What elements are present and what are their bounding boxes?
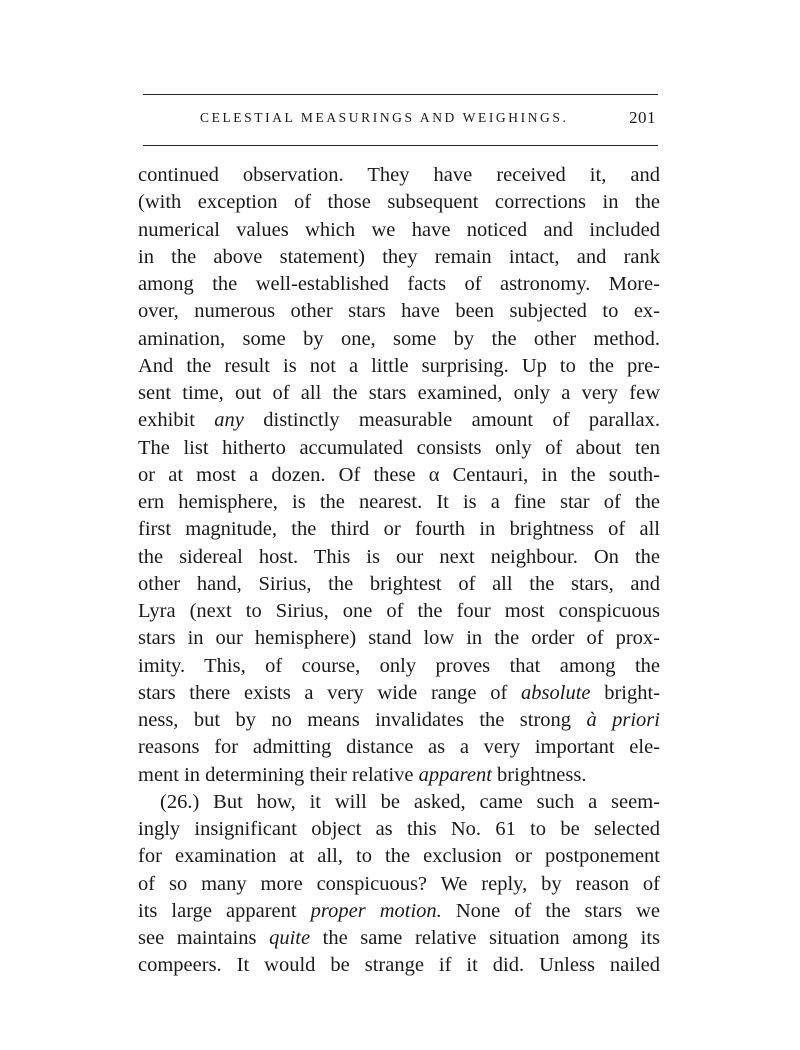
text-line: Lyra (next to Sirius, one of the four most conspicuous [138,600,660,622]
text-segment: brightness. [491,763,587,786]
text-segment: distinctly measurable amount of parallax. [243,409,661,432]
italic-emphasis: any [214,409,244,432]
running-title: CELESTIAL MEASURINGS AND WEIGHINGS. [200,110,569,125]
text-segment: bright- [590,681,661,704]
text-segment: stars there exists a very wide range of [138,681,522,704]
text-segment: see maintains [138,927,270,949]
text-line: among the well-established facts of astronomy. More- [138,273,660,295]
text-line [138,707,660,734]
text-line [138,898,660,925]
text-line: for examination at all, to the exclusion or postponement [138,845,660,868]
text-line: ern hemisphere, is the nearest. It is a fine star of the [138,491,660,513]
running-head [143,108,658,132]
italic-emphasis: quite [269,927,311,949]
body-text [138,162,660,980]
text-line: (26.) But how, it will be asked, came such a seem- [160,790,660,813]
text-line: first magnitude, the third or fourth in brightness of all [138,518,660,541]
header-bottom-rule [143,145,658,146]
text-line: imity. This, of course, only proves that among the [138,654,660,677]
italic-emphasis: apparent [418,763,492,786]
text-line: stars in our hemisphere) stand low in the order of prox- [138,627,660,650]
text-line: of so many more conspicuous? We reply, by reason of [138,872,660,895]
text-segment: ment in determining their relative [138,763,419,786]
text-line: or at most a dozen. Of these α Centauri, in the south- [138,463,660,486]
text-line: The list hitherto accumulated consists only of about ten [138,436,660,459]
text-line: amination, some by one, some by the other method. [138,327,660,350]
text-segment: the same relative situation among its [310,927,660,949]
text-segment: exhibit [138,409,215,432]
page-number: 201 [629,108,656,127]
text-segment: ness, but by no means invalidates the strong [138,709,587,731]
text-line [138,925,660,952]
text-line: the sidereal host. This is our next neighbour. On the [138,545,660,568]
text-line: numerical values which we have noticed and included [138,218,660,241]
text-line: other hand, Sirius, the brightest of all the stars, and [138,572,660,595]
text-line [138,762,660,789]
text-segment: None of the stars we [441,899,660,922]
header-top-rule [143,94,658,95]
text-line: over, numerous other stars have been subjected to ex- [138,300,660,323]
italic-emphasis: proper motion. [310,899,442,922]
text-line: And the result is not a little surprising. Up to the pre- [138,354,660,377]
italic-emphasis: à priori [586,709,660,731]
text-line: continued observation. They have received it, and [138,164,660,186]
text-segment: its large apparent [138,899,311,922]
text-line: (with exception of those subsequent corrections in the [138,191,660,214]
text-line: reasons for admitting distance as a very important ele- [138,736,660,759]
text-line: sent time, out of all the stars examined, only a very few [138,382,660,404]
italic-emphasis: absolute [521,681,591,704]
text-line: ingly insignificant object as this No. 61 to be selected [138,818,660,840]
text-line [138,407,660,434]
text-line [138,680,660,707]
text-line: in the above statement) they remain intact, and rank [138,245,660,268]
text-line: compeers. It would be strange if it did. Unless nailed [138,954,660,977]
